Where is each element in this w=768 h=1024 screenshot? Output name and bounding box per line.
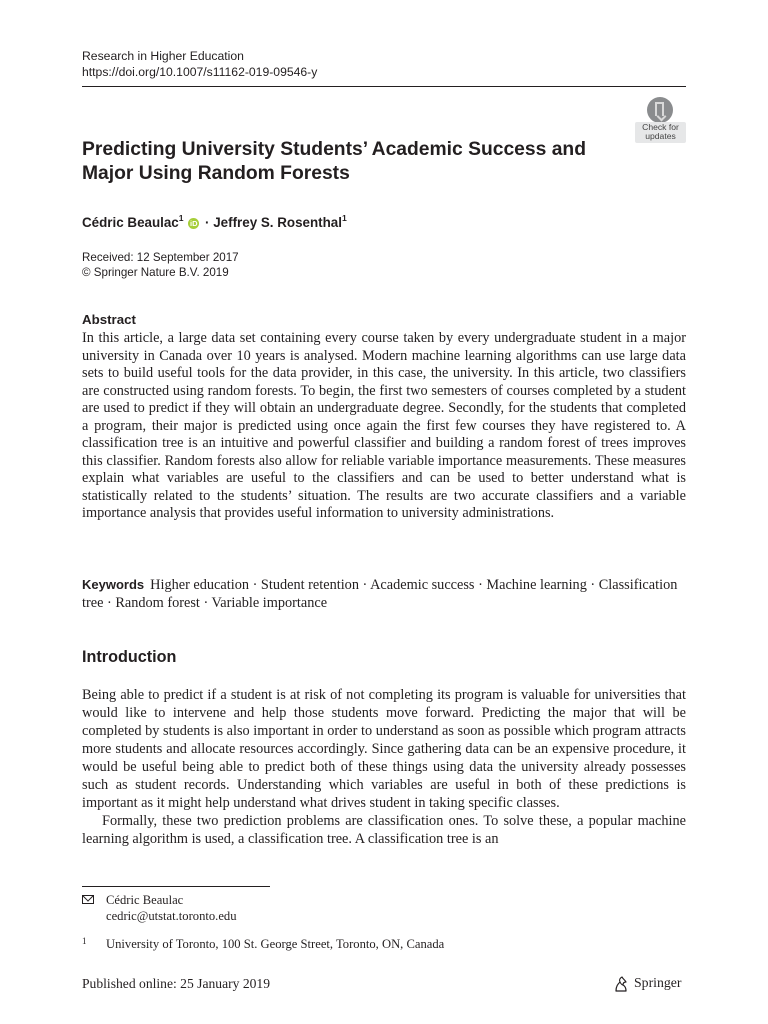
journal-header [82,48,317,80]
affiliation-text: University of Toronto, 100 St. George Street, Toronto, ON, Canada [106,937,445,951]
footnote-rule [82,886,270,887]
paper-title: Predicting University Students’ Academic Success and Major Using Random Forests [82,139,586,184]
header-rule [82,86,686,87]
corresponding-author-email[interactable]: cedric@utstat.toronto.edu [106,909,237,923]
received-date: Received: 12 September 2017 [82,251,239,264]
check-for-updates-badge[interactable] [635,97,686,142]
author-affiliation-mark: 1 [178,213,184,223]
copyright-notice: © Springer Nature B.V. 2019 [82,266,229,279]
author-name[interactable]: Jeffrey S. Rosenthal [213,215,342,230]
publisher-name: Springer [634,975,682,990]
envelope-icon [82,895,94,904]
author-list [82,208,347,233]
introduction-body [82,686,686,848]
abstract-heading: Abstract [82,312,136,327]
abstract-text: In this article, a large data set containing every course taken by every undergraduate student in a major university in Canada over 10 years is analysed. Modern machine learning algorithms can use large data sets to build useful tools for the data provider, in this case, the university. In this article, two classifiers are constructed using random forests. To begin, the first two semesters of courses completed by a student are used to predict if they will obtain an undergraduate degree. Secondly, for the students that completed a program, their major is predicted using once again the first few courses they have registered to. A classification tree is an intuitive and powerful classifier and building a random forest of trees improves this classifier. Random forests also allow for reliable variable importance measurements. These measures explain what variables are useful to the classifiers and can be used to better understand what is statistically related to the students’ situation. The results are two accurate classifiers and a variable importance analysis that provides useful information to university administrations. [82,330,686,521]
corresponding-author-name: Cédric Beaulac [106,893,184,907]
keywords-label: Keywords [82,577,145,592]
paragraph: Being able to predict if a student is at risk of not completing its program is valuable for universities that would like to intervene and help those students move forward. Predicting the major that will be completed by students is also important in order to understand as soon as possible which program attracts more students and allocate resources accordingly. Since gathering data can be an expensive procedure, it would be useful being able to predict both of these things using data the university already possesses such as student records. Understanding which variables are useful in both of these predictions is important as it might help understand what drives student in taking specific classes. [82,687,686,811]
section-heading-introduction: Introduction [82,648,177,666]
author-separator: · [205,215,210,230]
author-affiliation-mark: 1 [341,213,347,223]
check-for-updates-label: Check for updates [635,122,686,143]
orcid-icon[interactable]: iD [190,219,198,228]
affiliation-number: 1 [82,936,87,946]
doi-link[interactable]: https://doi.org/10.1007/s11162-019-09546-y [82,65,318,79]
journal-name: Research in Higher Education [82,49,244,63]
keywords-list: Higher education · Student retention · Academic success · Machine learning · Classification tree · Random forest · Variable importance [82,577,678,611]
keywords [82,576,686,612]
author-name[interactable]: Cédric Beaulac [82,215,179,230]
published-online-date: Published online: 25 January 2019 [82,976,271,991]
bookmark-icon [647,97,673,123]
publication-history [82,250,239,280]
springer-horse-icon [612,975,630,993]
paragraph: Formally, these two prediction problems are classification ones. To solve these, a popular machine learning algorithm is used, a classification tree. A classification tree is an [82,813,686,847]
